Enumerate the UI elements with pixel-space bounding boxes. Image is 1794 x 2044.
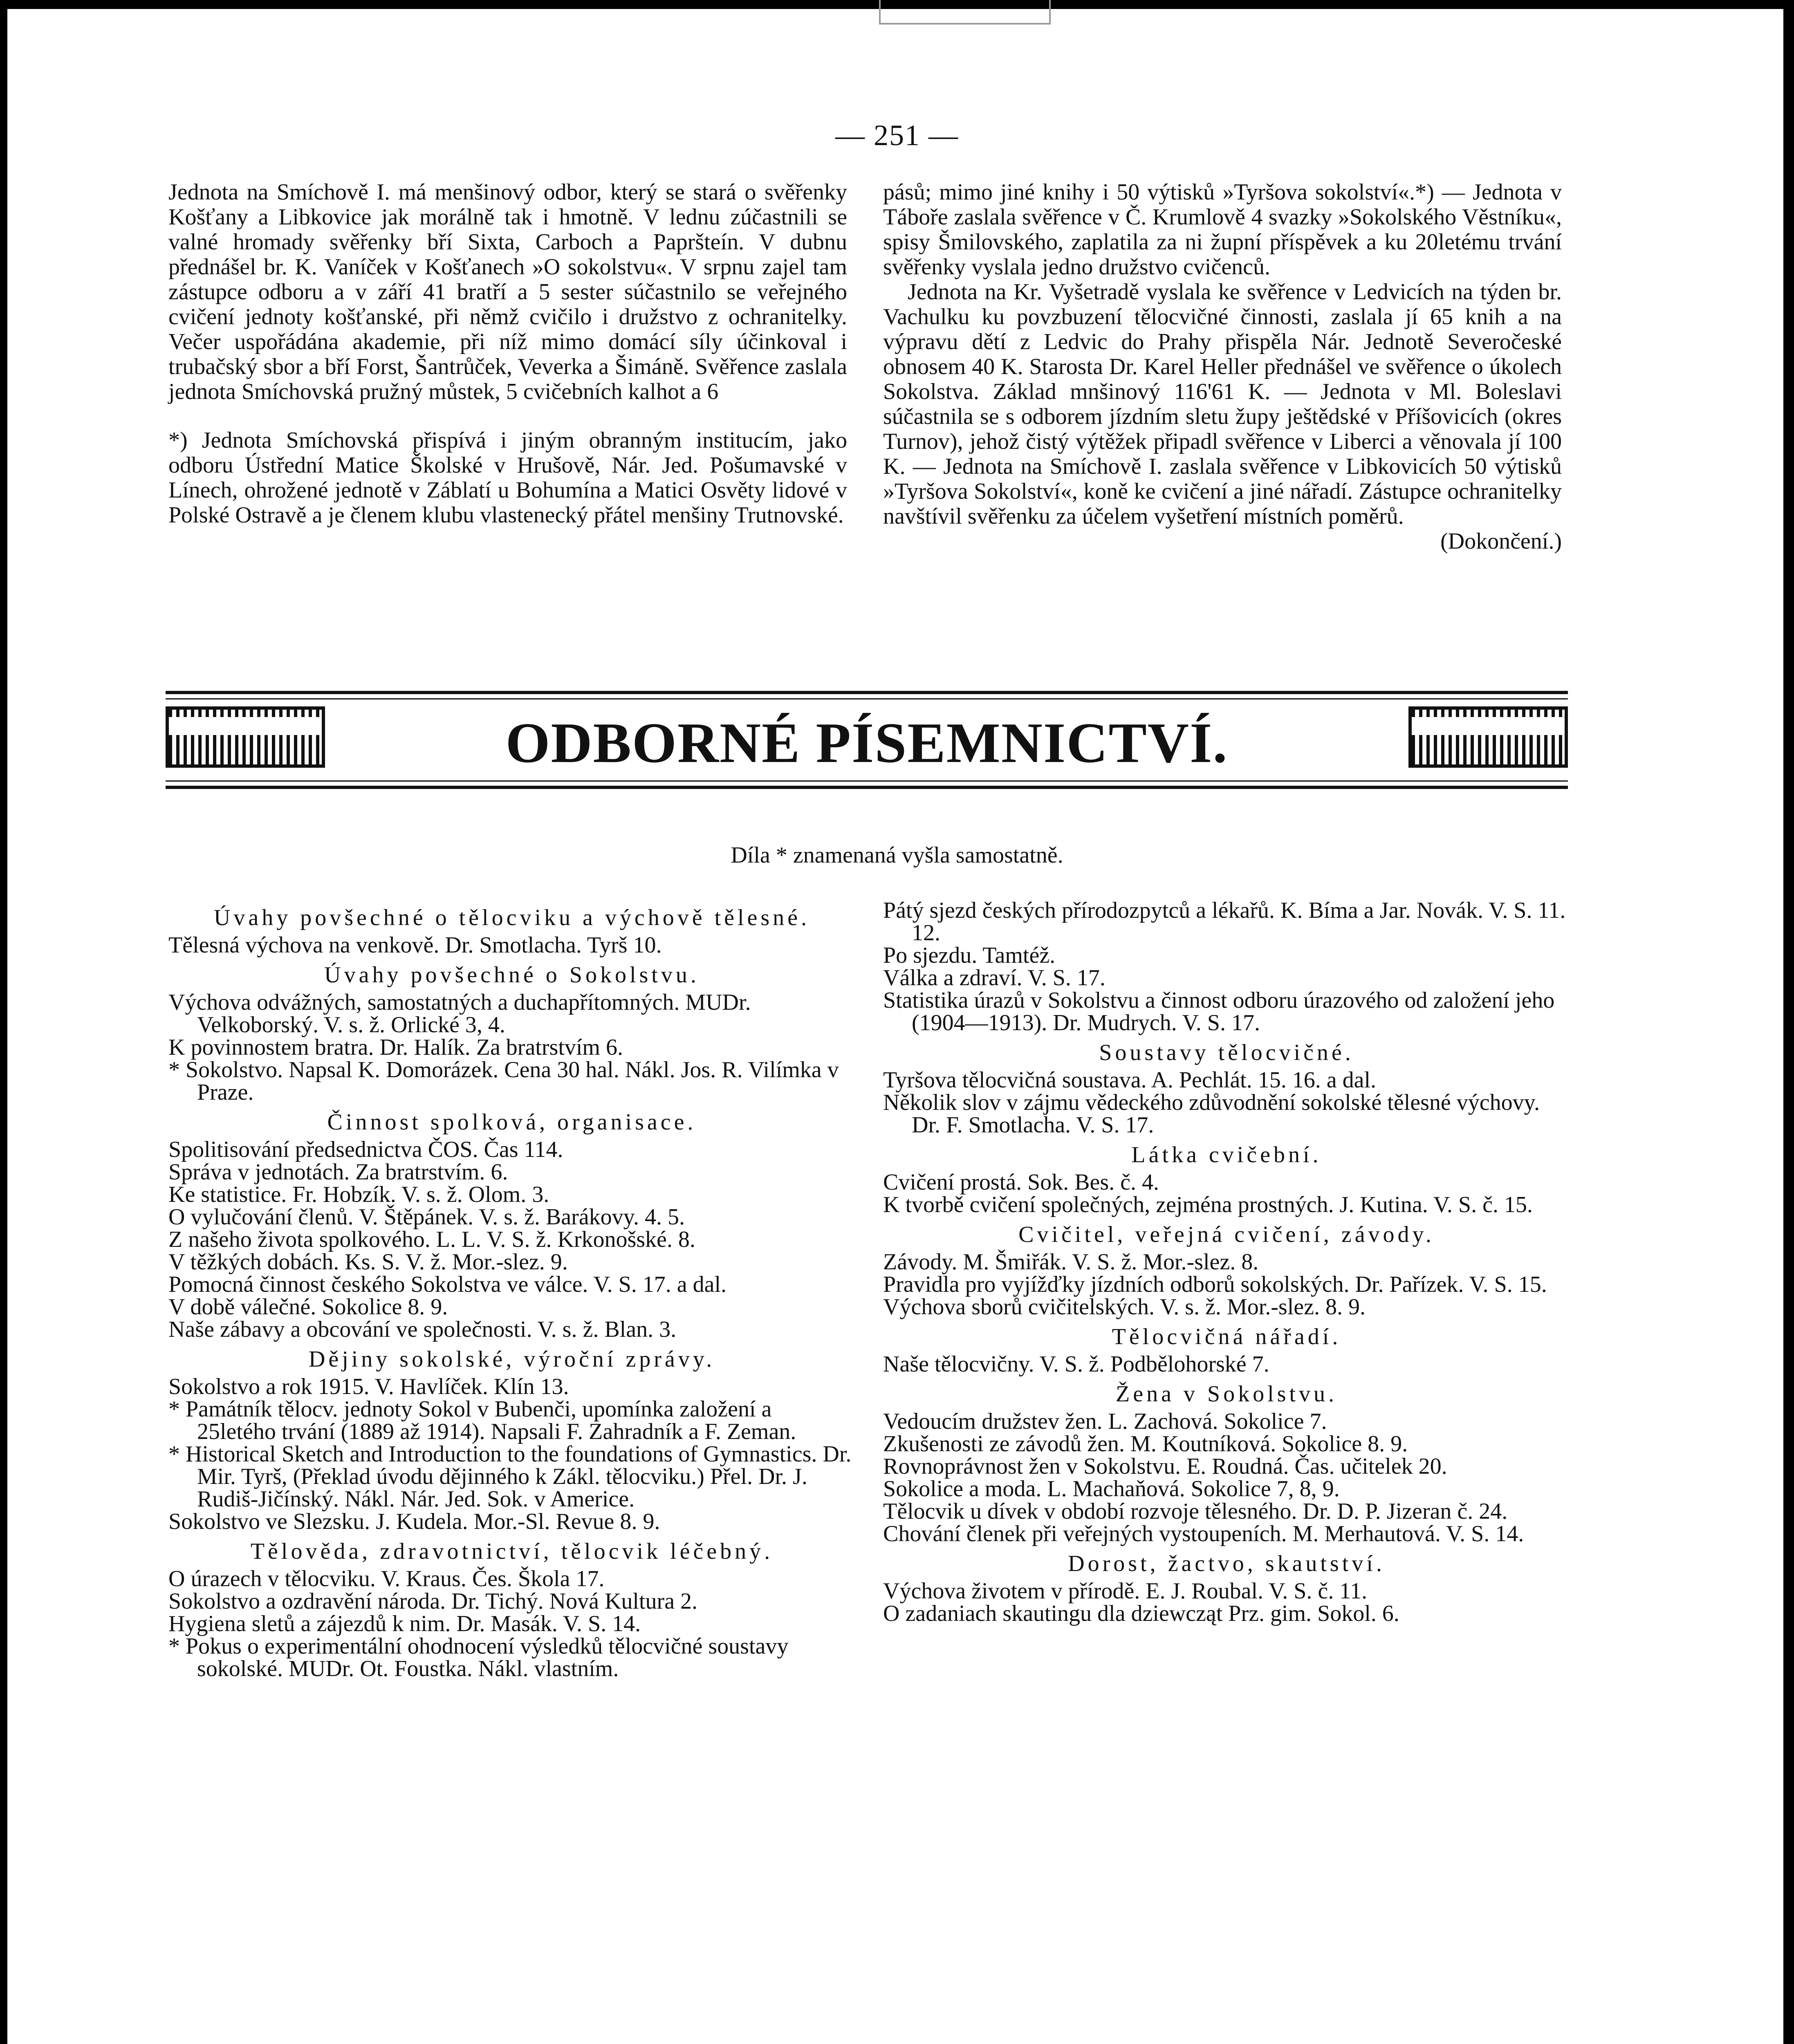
bibliography-entry: O zadaniach skautingu dla dziewcząt Prz. gim. Sokol. 6. [883,1601,1399,1626]
bibliography-entry: Výchova odvážných, samostatných a duchapřítomných. MUDr. Velkoborský. V. s. ž. Orlické 3, 4. [168,990,751,1038]
scan-border-right [1783,0,1794,2044]
bibliography-entry: * Pokus o experimentální ohodnocení výsledků tělocvičné soustavy sokolské. MUDr. Ot. Foustka. Nákl. vlastním. [168,1634,789,1681]
footnote: *) Jednota Smíchovská přispívá i jiným obranným institucím, jako odboru Ústřední Matice Školské v Hrušově, Nár. Jed. Pošumavské v Línech, ohrožené jednotě v Záblatí u Bohumína a Matici Osvěty lidové v Polské Ostravě a je členem klubu vlastenecký přátel menšiny Trutnovské. [168,428,847,528]
bibliography-entry: Ke statistice. Fr. Hobzík. V. s. ž. Olom. 3. [168,1182,549,1207]
bibliography-entry: Sokolstvo ve Slezsku. J. Kudela. Mor.-Sl. Revue 8. 9. [168,1509,660,1534]
section-heading: Dorost, žactvo, skautství. [1068,1551,1385,1576]
scan-border-left [0,0,7,2044]
bibliography-entry: K povinnostem bratra. Dr. Halík. Za bratrstvím 6. [168,1035,623,1060]
continuation-note: (Dokončení.) [1440,529,1562,554]
bibliography-entry: Závody. M. Šmiřák. V. S. ž. Mor.-slez. 8. [883,1249,1259,1275]
bibliography-entry: Výchova sborů cvičitelských. V. s. ž. Mor.-slez. 8. 9. [883,1294,1366,1320]
section-heading: Soustavy tělocvičné. [1099,1040,1354,1065]
bibliography-entry: Z našeho života spolkového. L. L. V. S. ž. Krkonošské. 8. [168,1227,695,1252]
page-number: — 251 — [835,119,959,152]
bibliography-entry: Chování členek při veřejných vystoupeních. M. Merhautová. V. S. 14. [883,1521,1524,1546]
bibliography-entry: * Sokolstvo. Napsal K. Domorázek. Cena 30 hal. Nákl. Jos. R. Vilímka v Praze. [168,1057,839,1105]
bibliography-entry: Zkušenosti ze závodů žen. M. Koutníková. Sokolice 8. 9. [883,1431,1408,1457]
bibliography-entry: Správa v jednotách. Za bratrstvím. 6. [168,1159,508,1185]
bibliography-entry: Pomocná činnost českého Sokolstva ve válce. V. S. 17. a dal. [168,1272,727,1297]
bibliography-entry: Výchova životem v přírodě. E. J. Roubal. V. S. č. 11. [883,1578,1368,1604]
ornament-right [1408,706,1568,768]
article-paragraph: Jednota na Smíchově I. má menšinový odbor, který se stará o svěřenky Košťany a Libkovice jak morálně tak i hmotně. V lednu zúčastnili se valné hromady svěřenky bří Sixta, Carboch a Papršteín. V dubnu přednášel br. K. Vaníček v Košťanech »O sokolstvu«. V srpnu zajel tam zástupce odboru a v září 41 bratří a 5 sester súčastnilo se veřejného cvičení jednoty košťanské, při němž cvičilo i družstvo z ochranitelky. Večer uspořádána akademie, při níž mimo domácí síly účinkoval i trubačský sbor a bří Forst, Šantrůček, Veverka a Šimáně. Svěřence zaslala jednota Smíchovská pružný můstek, 5 cvičebních kalhot a 6 [168,179,847,404]
subnote: Díla * znamenaná vyšla samostatně. [731,843,1063,868]
bibliography-entry: K tvorbě cvičení společných, zejména prostných. J. Kutina. V. S. č. 15. [883,1192,1533,1217]
section-heading: Tělocvičná nářadí. [1112,1324,1341,1349]
section-heading: Dějiny sokolské, výroční zprávy. [308,1347,715,1372]
bibliography-entry: Hygiena sletů a zájezdů k nim. Dr. Masák. V. S. 14. [168,1611,641,1636]
bibliography-entry: Sokolstvo a rok 1915. V. Havlíček. Klín 13. [168,1374,569,1399]
bibliography-entry: Rovnoprávnost žen v Sokolstvu. E. Roudná. Čas. učitelek 20. [883,1454,1447,1479]
article-paragraph: pásů; mimo jiné knihy i 50 výtisků »Tyršova sokolství«.*) — Jednota v Táboře zaslala svěřence v Č. Krumlově 4 svazky »Sokolského Věstníku«, spisy Šmilovského, zaplatila za ni župní příspěvek a ku 20letému trvání svěřenky vyslala jedno družstvo cvičenců. [883,179,1562,280]
bibliography-entry: Pátý sjezd českých přírodozpytců a lékařů. K. Bíma a Jar. Novák. V. S. 11. 12. [883,898,1566,946]
bibliography-entry: Sokolstvo a ozdravění národa. Dr. Tichý. Nová Kultura 2. [168,1589,698,1614]
section-heading: Činnost spolková, organisace. [327,1109,697,1135]
bibliography-entry: * Památník tělocv. jednoty Sokol v Bubenči, upomínka založení a 25letého trvání (1889 až 1914). Napsali F. Zahradník a F. Zeman. [168,1396,796,1444]
section-heading: Žena v Sokolstvu. [1116,1381,1337,1407]
bibliography-entry: O úrazech v tělocviku. V. Kraus. Čes. Škola 17. [168,1566,605,1591]
article-column-right [883,180,1562,554]
section-heading: Úvahy povšechné o Sokolstvu. [324,962,700,988]
article-column-left [168,180,847,528]
bibliography-entry: Válka a zdraví. V. S. 17. [883,965,1106,991]
bibliography-entry: Cvičení prostá. Sok. Bes. č. 4. [883,1170,1159,1195]
bibliography-entry: Tělocvik u dívek v období rozvoje tělesného. Dr. D. P. Jizeran č. 24. [883,1499,1508,1524]
bibliography-entry: Vedoucím družstev žen. L. Zachová. Sokolice 7. [883,1409,1327,1434]
section-heading: Cvičitel, veřejná cvičení, závody. [1018,1222,1435,1247]
bibliography-entry: Statistika úrazů v Sokolstvu a činnost odboru úrazového od založení jeho (1904—1913). Dr. Mudrych. V. S. 17. [883,988,1555,1035]
bibliography-entry: O vylučování členů. V. Štěpánek. V. s. ž. Barákovy. 4. 5. [168,1204,685,1230]
bibliography-entry: Několik slov v zájmu vědeckého zdůvodnění sokolské tělesné výchovy. Dr. F. Smotlacha. V. S. 17. [883,1090,1540,1138]
section-heading: Látka cvičební. [1131,1142,1322,1168]
bibliography-entry: Naše zábavy a obcování ve společnosti. V. s. ž. Blan. 3. [168,1317,677,1342]
bibliography-entry: Po sjezdu. Tamtéž. [883,943,1056,968]
bibliography-entry: V době válečné. Sokolice 8. 9. [168,1294,448,1320]
scan-mark [879,0,1051,25]
bibliography-entry: Pravidla pro vyjížďky jízdních odborů sokolských. Dr. Pařízek. V. S. 15. [883,1272,1547,1297]
bibliography-entry: * Historical Sketch and Introduction to the foundations of Gymnastics. Dr. Mir. Tyrš, (Překlad úvodu dějinného k Zákl. tělocviku.) Přel. Dr. J. Rudiš-Jičínský. Nákl. Nár. Jed. Sok. v Americe. [168,1441,852,1512]
bibliography-entry: Sokolice a moda. L. Machaňová. Sokolice 7, 8, 9. [883,1476,1340,1502]
bibliography-entry: Tyršova tělocvičná soustava. A. Pechlát. 15. 16. a dal. [883,1067,1376,1093]
section-heading: Úvahy povšechné o tělocviku a výchově tělesné. [213,905,810,930]
bibliography-column-left [168,899,855,1680]
bibliography-entry: Spolitisování předsednictva ČOS. Čas 114. [168,1137,563,1162]
section-title: ODBORNÉ PÍSEMNICTVÍ. [505,711,1228,775]
article-paragraph: Jednota na Kr. Vyšetradě vyslala ke svěřence v Ledvicích na týden br. Vachulku ku povzbuzení tělocvičné činnosti, zaslala jí 65 knih a na výpravu dětí z Ledvic do Prahy přispěla Nár. Jednotě Severočeské obnosem 40 K. Starosta Dr. Karel Heller přednášel ve svěřence o úkolech Sokolstva. Základ mnšinový 116'61 K. — Jednota v Ml. Boleslavi súčastnila se s odborem jízdním sletu župy ještědské v Příšovicích (okres Turnov), jehož čistý výtěžek připadl svěřence v Liberci a věnovala jí 100 K. — Jednota na Smíchově I. zaslala svěřence v Libkovicích 50 výtisků »Tyršova Sokolství«, koně ke cvičení a jiné nářadí. Zástupce ochranitelky navštívil svěřenku za účelem vyšetření místních poměrů. [883,279,1562,529]
ornament-left [166,706,325,768]
bibliography-entry: Tělesná výchova na venkově. Dr. Smotlacha. Tyrš 10. [168,932,662,958]
section-banner [166,691,1568,789]
bibliography-entry: V těžkých dobách. Ks. S. V. ž. Mor.-slez. 9. [168,1249,568,1275]
bibliography-entry: Naše tělocvičny. V. S. ž. Podbělohorské 7. [883,1351,1269,1377]
bibliography-column-right [883,899,1570,1625]
section-heading: Tělověda, zdravotnictví, tělocvik léčebný. [250,1539,774,1564]
